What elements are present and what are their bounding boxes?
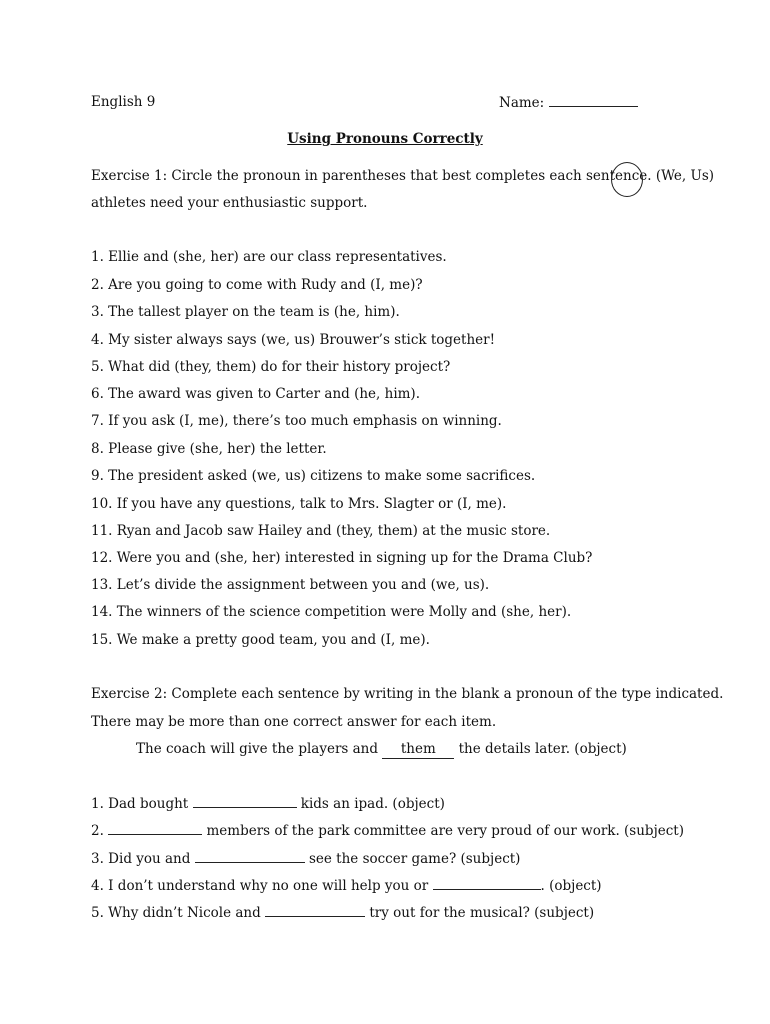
example-answer-circle: [611, 162, 643, 197]
exercise1-item: 11. Ryan and Jacob saw Hailey and (they, them) at the music store.: [91, 523, 551, 539]
example-text-after: the details later. (object): [458, 741, 627, 757]
exercise1-item: 7. If you ask (I, me), there’s too much emphasis on winning.: [91, 413, 502, 429]
answer-blank: [265, 903, 365, 917]
exercise2-item: [91, 876, 602, 895]
exercise1-item: 1. Ellie and (she, her) are our class representatives.: [91, 249, 447, 265]
exercise1-item: 4. My sister always says (we, us) Brouwer’s stick together!: [91, 332, 496, 348]
exercise1-item: 13. Let’s divide the assignment between you and (we, us).: [91, 577, 490, 593]
item-text-before: 1. Dad bought: [91, 796, 189, 812]
answer-blank: [195, 849, 305, 863]
answer-blank: [433, 876, 541, 890]
exercise1-instruction-line2: athletes need your enthusiastic support.: [91, 195, 368, 211]
item-text-before: 5. Why didn’t Nicole and: [91, 905, 261, 921]
exercise1-item: 2. Are you going to come with Rudy and (I, me)?: [91, 277, 423, 293]
exercise2-item: [91, 794, 445, 813]
exercise1-item: 9. The president asked (we, us) citizens to make some sacrifices.: [91, 468, 536, 484]
item-text-before: 4. I don’t understand why no one will help you or: [91, 878, 429, 894]
exercise2-item: [91, 821, 684, 840]
example-answer: them: [382, 740, 454, 759]
exercise1-item: 3. The tallest player on the team is (he, him).: [91, 304, 400, 320]
item-text-after: members of the park committee are very proud of our work. (subject): [206, 823, 685, 839]
item-text-before: 3. Did you and: [91, 851, 191, 867]
exercise1-item: 5. What did (they, them) do for their history project?: [91, 359, 451, 375]
item-text-after: try out for the musical? (subject): [369, 905, 595, 921]
exercise1-item: 6. The award was given to Carter and (he, him).: [91, 386, 420, 402]
example-text-before: The coach will give the players and: [136, 741, 379, 757]
item-text-after: see the soccer game? (subject): [308, 851, 521, 867]
exercise1-item: 14. The winners of the science competition were Molly and (she, her).: [91, 604, 572, 620]
exercise2-item: [91, 903, 594, 922]
item-text-after: . (object): [540, 878, 602, 894]
item-text-before: 2.: [91, 823, 104, 839]
exercise2-instruction-line1: Exercise 2: Complete each sentence by writing in the blank a pronoun of the type indicated.: [91, 686, 724, 702]
answer-blank: [193, 794, 297, 808]
answer-blank: [108, 821, 202, 835]
exercise1-item: 15. We make a pretty good team, you and (I, me).: [91, 632, 430, 648]
exercise1-item: 8. Please give (she, her) the letter.: [91, 441, 327, 457]
exercise2-item: [91, 849, 520, 868]
exercise1-instruction-line1: Exercise 1: Circle the pronoun in parentheses that best completes each sentence. (We, Us): [91, 168, 715, 184]
exercise1-item: 12. Were you and (she, her) interested in signing up for the Drama Club?: [91, 550, 593, 566]
name-blank: [549, 93, 638, 107]
name-label: Name:: [499, 95, 545, 111]
exercise2-example: [136, 740, 627, 759]
name-field: [499, 93, 638, 112]
worksheet-title: Using Pronouns Correctly: [287, 131, 483, 147]
course-label: English 9: [91, 94, 156, 110]
exercise2-instruction-line2: There may be more than one correct answer for each item.: [91, 714, 497, 730]
exercise1-item: 10. If you have any questions, talk to Mrs. Slagter or (I, me).: [91, 496, 507, 512]
item-text-after: kids an ipad. (object): [300, 796, 445, 812]
